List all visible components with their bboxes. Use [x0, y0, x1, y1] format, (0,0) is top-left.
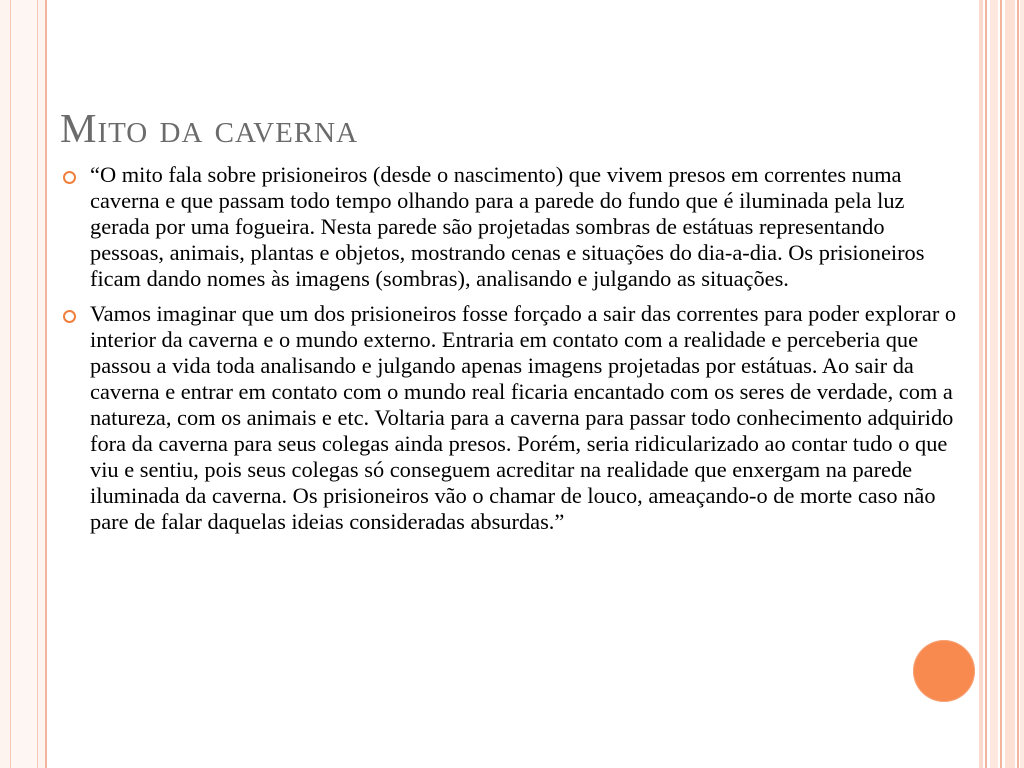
right-stripe: [990, 0, 998, 768]
right-border-stripes: [979, 0, 1024, 768]
left-border-frame: [0, 0, 47, 768]
right-stripe: [1017, 0, 1019, 768]
decorative-circle-icon: [913, 640, 975, 702]
slide-title: Mito da caverna: [60, 105, 359, 151]
bullet-ring-icon: [63, 171, 76, 184]
bullet-ring-icon: [63, 310, 76, 323]
right-stripe: [979, 0, 983, 768]
bullet-text: Vamos imaginar que um dos prisioneiros fosse forçado a sair das correntes para poder explorar o interior da caverna e o mundo externo. Entraria em contato com a realidade e perceberia que passou a vida toda analisando e julgando apenas imagens projetadas por estátuas. Ao sair da caverna e entrar em contato com o mundo real ficaria encantado com os seres de verdade, com a natureza, com os animais e etc. Voltaria para a caverna para passar todo conhecimento adquirido fora da caverna para seus colegas ainda presos. Porém, seria ridicularizado ao contar tudo o que viu e sentiu, pois seus colegas só conseguem acreditar na realidade que enxergam na parede iluminada da caverna. Os prisioneiros vão o chamar de louco, ameaçando-o de morte caso não pare de falar daquelas ideias consideradas absurdas.”: [90, 301, 957, 534]
right-stripe: [985, 0, 987, 768]
bullet-text: “O mito fala sobre prisioneiros (desde o nascimento) que vivem presos em correntes numa caverna e que passam todo tempo olhando para a parede do fundo que é iluminada pela luz gerada por uma fogueira. Nesta parede são projetadas sombras de estátuas representando pessoas, animais, plantas e objetos, mostrando cenas e situações do dia-a-dia. Os prisioneiros ficam dando nomes às imagens (sombras), analisando e julgando as situações.: [90, 162, 925, 291]
left-border-inner: [10, 0, 38, 768]
bullet-item: [60, 301, 960, 535]
bullet-list: [60, 162, 960, 544]
right-stripe: [1020, 0, 1024, 768]
bullet-item: [60, 162, 960, 292]
right-stripe: [1005, 0, 1015, 768]
right-stripe: [1000, 0, 1002, 768]
